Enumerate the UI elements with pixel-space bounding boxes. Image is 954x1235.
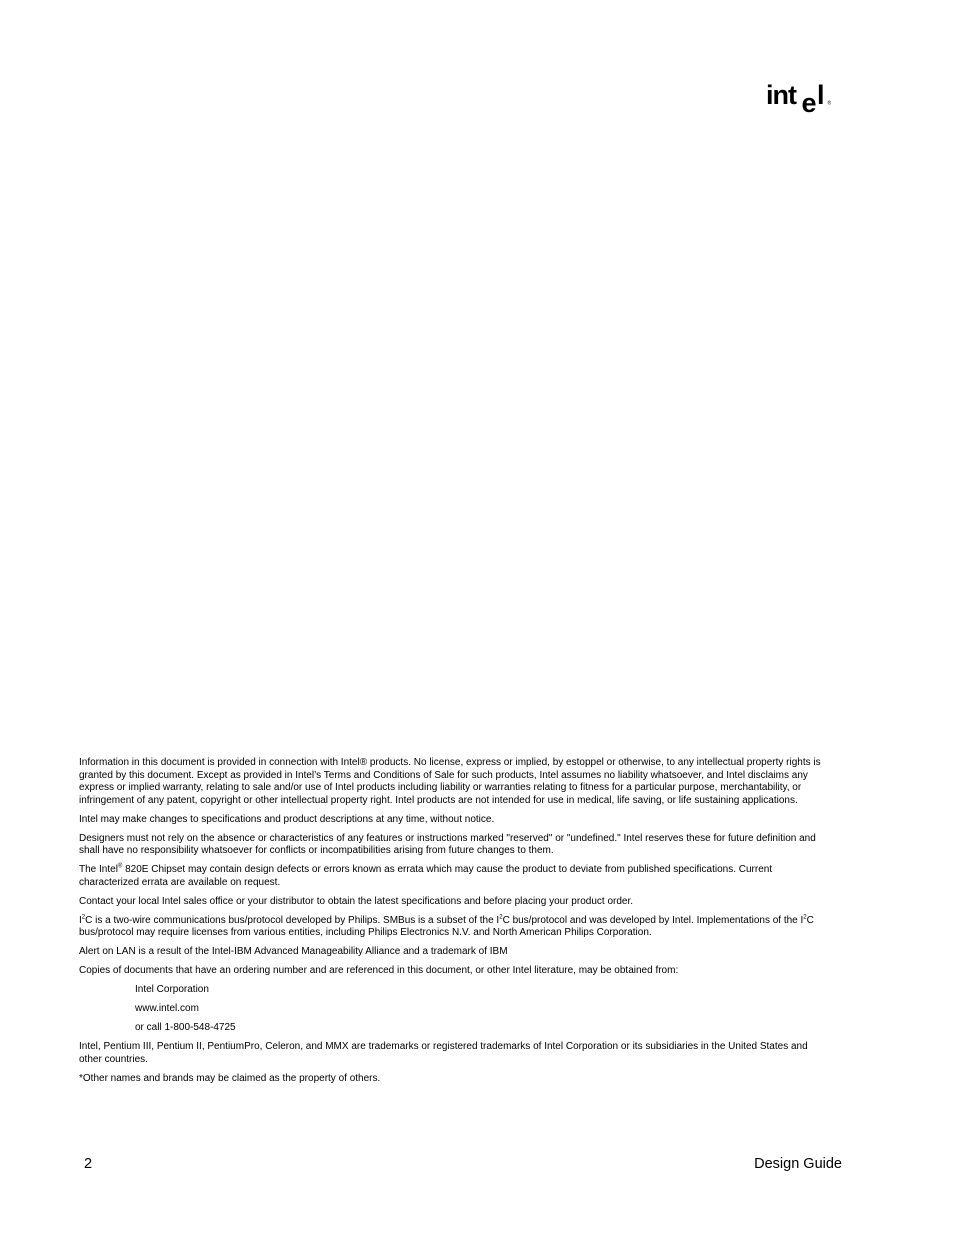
legal-paragraph: Information in this document is provided in connection with Intel® products. No license, express or implied, by estoppel or otherwise, to any intellectual property rights is granted by this document. Except as provided in Intel’s Terms and Conditions of Sale for such products, Intel assumes no liability whatsoever, and Intel disclaims any express or implied warranty, relating to sale and/or use of Intel products including liability or warranties relating to fitness for a particular purpose, merchantability, or infringement of any patent, copyright or other intellectual property right. Intel products are not intended for use in medical, life saving, or life sustaining applications. bbox=[79, 757, 821, 806]
legal-notice bbox=[79, 757, 827, 1092]
page-number: 2 bbox=[84, 1156, 93, 1172]
document-title: Design Guide bbox=[754, 1156, 842, 1172]
registered-mark: ® bbox=[827, 100, 832, 107]
legal-paragraph: Designers must not rely on the absence or characteristics of any features or instructions marked "reserved" or "undefined." Intel reserves these for future definition and shall have no responsibility whatsoever for conflicts or incompatibilities arising from future changes to them. bbox=[79, 832, 816, 857]
other-brands-paragraph: *Other names and brands may be claimed as the property of others. bbox=[79, 1072, 381, 1084]
legal-paragraph: Copies of documents that have an ordering number and are referenced in this document, or other Intel literature, may be obtained from: bbox=[79, 965, 679, 977]
legal-paragraph: Contact your local Intel sales office or your distributor to obtain the latest specifications and before placing your product order. bbox=[79, 895, 634, 907]
svg-text:e: e bbox=[801, 88, 816, 116]
errata-paragraph: The Intel® 820E Chipset may contain design defects or errors known as errata which may cause the product to deviate from published specifications. Current characterized errata are available on request. bbox=[79, 864, 773, 888]
svg-text:int: int bbox=[766, 80, 796, 110]
intel-logo bbox=[766, 76, 836, 116]
legal-paragraph: Intel may make changes to specifications and product descriptions at any time, without notice. bbox=[79, 813, 495, 825]
contact-company: Intel Corporation bbox=[135, 984, 209, 996]
trademark-paragraph: Intel, Pentium III, Pentium II, PentiumPro, Celeron, and MMX are trademarks or registered trademarks of Intel Corporation or its subsidiaries in the United States and other countries. bbox=[79, 1041, 808, 1065]
contact-phone: or call 1-800-548-4725 bbox=[135, 1022, 236, 1034]
svg-text:l: l bbox=[817, 80, 825, 110]
legal-paragraph: Alert on LAN is a result of the Intel-IBM Advanced Manageability Alliance and a trademark of IBM bbox=[79, 946, 508, 958]
i2c-paragraph: $I^2C$ is a two-wire communications bus/protocol developed by Philips. SMBus is a subset of the $I^2C$ bus/protocol and was developed by Intel. Implementations of the $I^2C$ bus/protocol may require licenses from various entities, including Philips Electronics N.V. and North American Philips Corporation. bbox=[79, 914, 814, 939]
contact-website: www.intel.com bbox=[135, 1003, 199, 1015]
